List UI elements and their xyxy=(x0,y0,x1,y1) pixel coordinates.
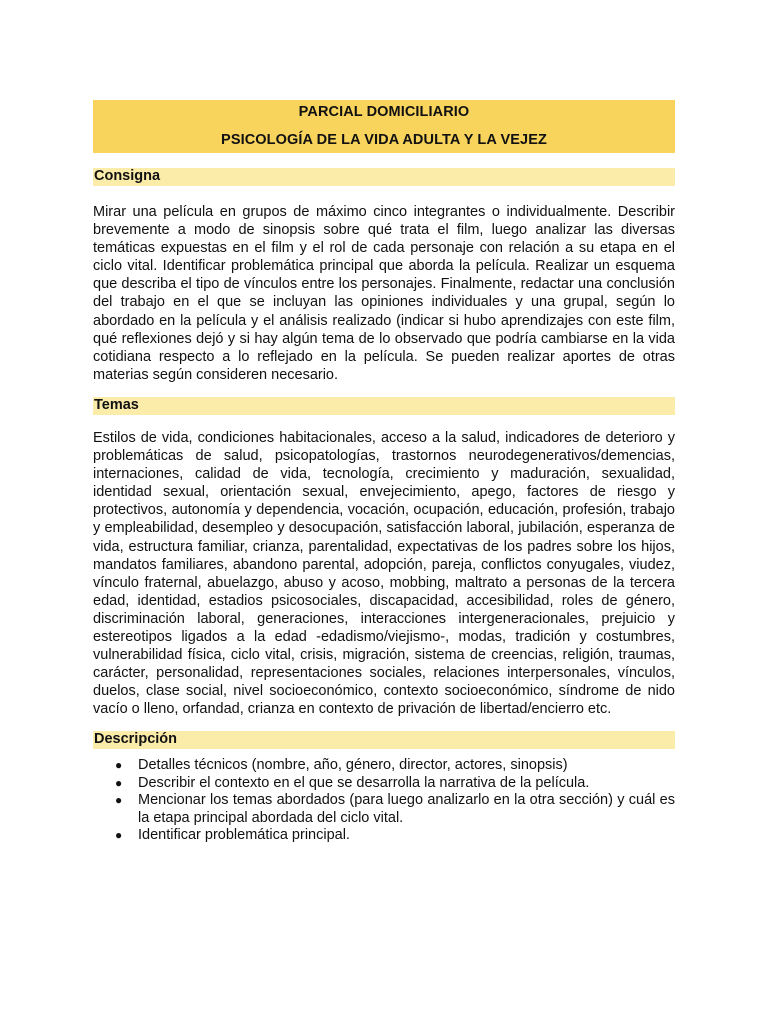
document-title: PARCIAL DOMICILIARIO xyxy=(298,104,470,120)
document-page xyxy=(93,100,675,845)
descripcion-list xyxy=(93,757,675,845)
list-item-text: Detalles técnicos (nombre, año, género, director, actores, sinopsis) xyxy=(138,757,568,774)
list-item xyxy=(93,757,675,775)
section-header-temas: Temas xyxy=(93,397,675,415)
list-item-text: Mencionar los temas abordados (para luego analizarlo en la otra sección) y cuál es la etapa principal abordada del ciclo vital. xyxy=(138,792,675,826)
section-header-consigna: Consigna xyxy=(93,168,675,186)
bullet-icon: ● xyxy=(115,828,123,843)
list-item-text: Identificar problemática principal. xyxy=(138,827,350,844)
list-item xyxy=(93,775,675,793)
course-title: PSICOLOGÍA DE LA VIDA ADULTA Y LA VEJEZ xyxy=(221,132,547,148)
bullet-icon: ● xyxy=(115,758,123,773)
consigna-body: Mirar una película en grupos de máximo cinco integrantes o individualmente. Describir brevemente a modo de sinopsis sobre qué trata el film, luego analizar las diversas temáticas expuestas en el film y el rol de cada personaje con relación a su etapa en el ciclo vital. Identificar problemática principal que aborda la película. Realizar un esquema que describa el tipo de vínculos entre los personajes. Finalmente, redactar una conclusión del trabajo en el que se incluyan las opiniones individuales y una grupal, según lo abordado en la película y el análisis realizado (indicar si hubo aprendizajes con este film, qué reflexiones dejó y si hay algún tema de lo observado que podría cambiarse en la vida cotidiana respecto a lo reflejado en la película. Se pueden realizar aportes de otras materias según consideren necesario. xyxy=(93,204,675,383)
list-item-text: Describir el contexto en el que se desarrolla la narrativa de la película. xyxy=(138,774,590,791)
list-item xyxy=(93,792,675,827)
list-item xyxy=(93,827,675,845)
temas-body: Estilos de vida, condiciones habitacionales, acceso a la salud, indicadores de deterioro y problemáticas de salud, psicopatologías, trastornos neurodegenerativos/demencias, internaciones, calidad de vida, tecnología, crecimiento y maduración, sexualidad, identidad sexual, orientación sexual, envejecimiento, apego, factores de riesgo y protectivos, autonomía y dependencia, vocación, ocupación, educación, profesión, trabajo y empleabilidad, desempleo y desocupación, satisfacción laboral, jubilación, esperanza de vida, estructura familiar, crianza, parentalidad, expectativas de los padres sobre los hijos, mandatos familiares, abandono parental, adopción, pareja, conflictos conyugales, viudez, vínculo fraternal, abuelazgo, abuso y acoso, mobbing, maltrato a personas de la tercera edad, identidad, estadios psicosociales, discapacidad, accesibilidad, roles de género, discriminación laboral, generaciones, interacciones intergeneracionales, prejuicio y estereotipos ligados a la edad -edadismo/viejismo-, modas, tradición y costumbres, vulnerabilidad física, ciclo vital, crisis, migración, sistema de creencias, religión, traumas, carácter, personalidad, representaciones sociales, relaciones interpersonales, vínculos, duelos, clase social, nivel socioeconómico, contexto socioeconómico, síndrome de nido vacío o lleno, orfandad, crianza en contexto de privación de libertad/encierro etc. xyxy=(93,429,675,718)
document-title-band xyxy=(93,100,675,153)
section-header-descripcion: Descripción xyxy=(93,731,675,749)
bullet-icon: ● xyxy=(115,775,123,790)
bullet-icon: ● xyxy=(115,793,123,808)
